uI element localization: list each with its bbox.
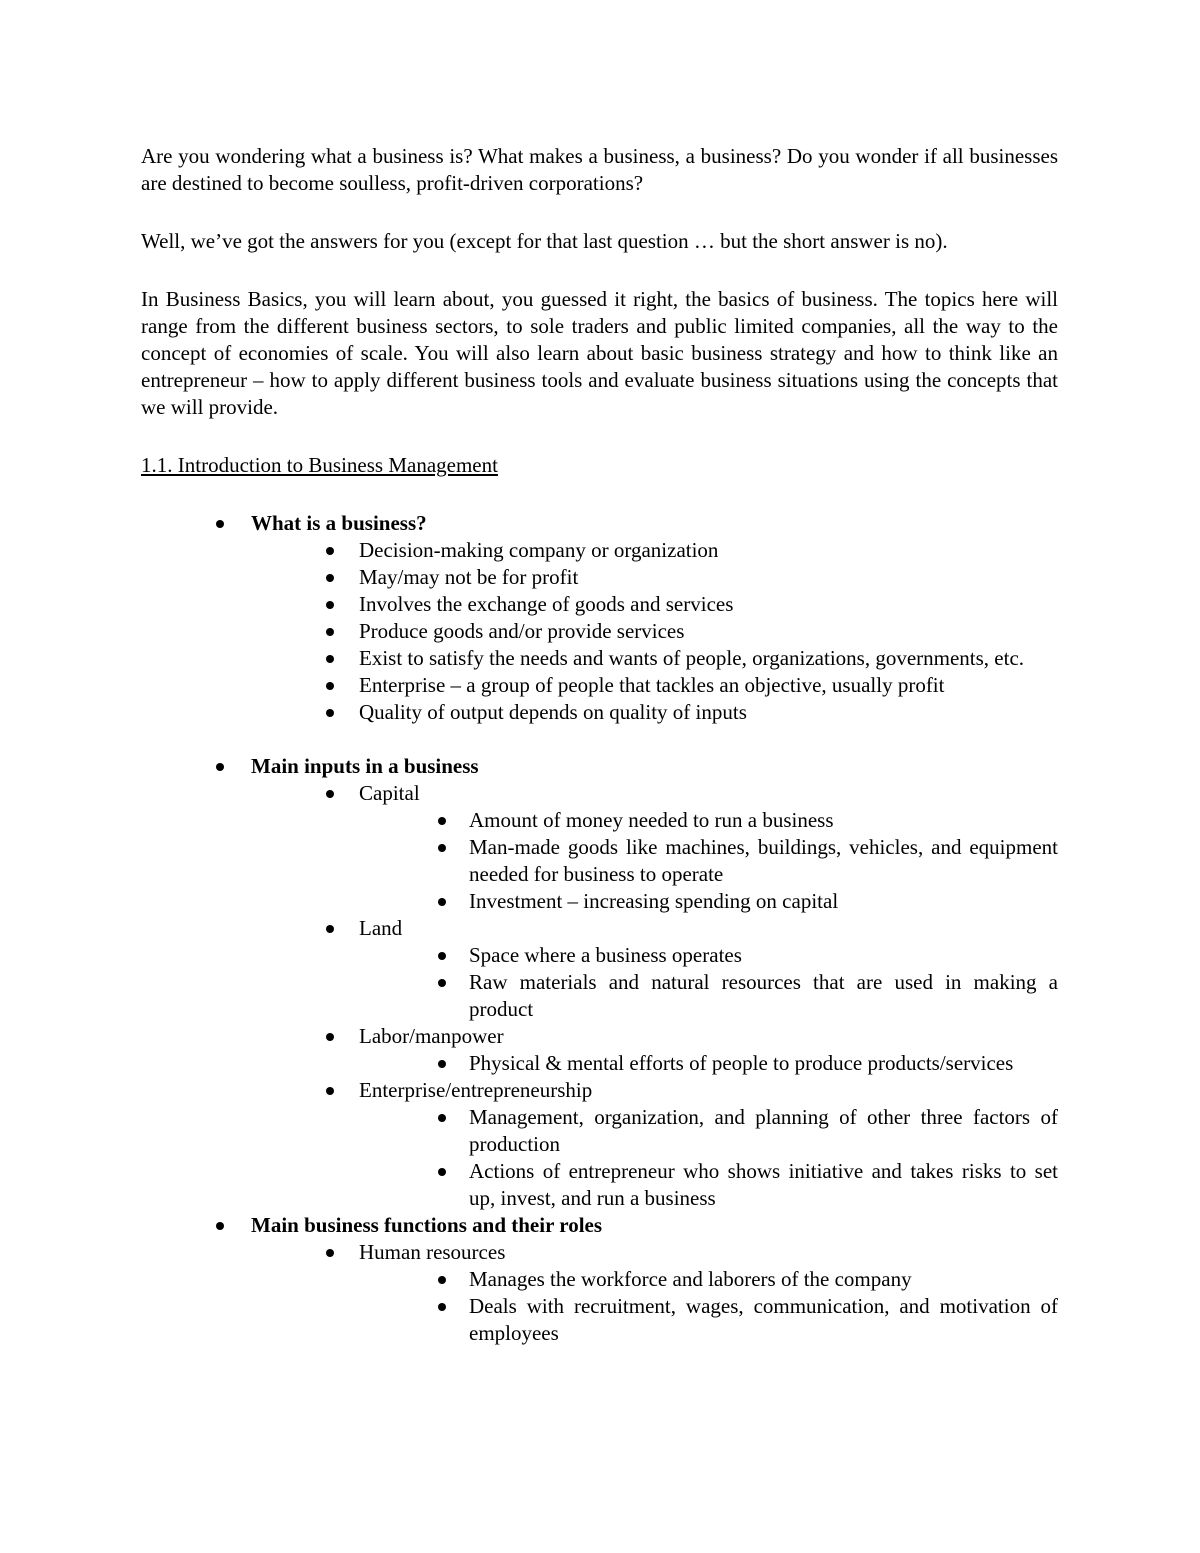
intro-paragraph-3: In Business Basics, you will learn about, you guessed it right, the basics of business. The topics here will range from the different business sectors, to sole traders and public limited companies, all the way to the concept of economies of scale. You will also learn about basic business strategy and how to think like an entrepreneur – how to apply different business tools and evaluate business situations using the concepts that we will provide. bbox=[141, 287, 1058, 419]
sub-label: Enterprise/entrepreneurship bbox=[359, 1078, 593, 1102]
sub-sub-list bbox=[359, 807, 1058, 915]
intro-paragraph-2: Well, we’ve got the answers for you (except for that last question … but the short answer is no). bbox=[141, 229, 948, 253]
list-item-business-functions bbox=[141, 1212, 1058, 1347]
list-item: Amount of money needed to run a business bbox=[141, 807, 1058, 834]
list-item-human-resources bbox=[141, 1239, 1058, 1347]
list-item: Man-made goods like machines, buildings, vehicles, and equipment needed for business to operate bbox=[141, 834, 1058, 888]
sub-label: Labor/manpower bbox=[359, 1024, 504, 1048]
list-item: Raw materials and natural resources that are used in making a product bbox=[141, 969, 1058, 1023]
list-item: Produce goods and/or provide services bbox=[141, 618, 1058, 645]
list-item: Involves the exchange of goods and services bbox=[141, 591, 1058, 618]
list-item: Deals with recruitment, wages, communication, and motivation of employees bbox=[141, 1293, 1058, 1347]
sub-sub-list bbox=[359, 1050, 1058, 1077]
list-item-main-inputs bbox=[141, 753, 1058, 1212]
bullet-label: What is a business? bbox=[251, 511, 427, 535]
sub-label: Land bbox=[359, 916, 403, 940]
list-item: Manages the workforce and laborers of the company bbox=[141, 1266, 1058, 1293]
list-item-land bbox=[141, 915, 1058, 1023]
list-item: Physical & mental efforts of people to produce products/services bbox=[141, 1050, 1058, 1077]
list-item-enterprise bbox=[141, 1077, 1058, 1212]
list-item: Management, organization, and planning of other three factors of production bbox=[141, 1104, 1058, 1158]
list-item-labor bbox=[141, 1023, 1058, 1077]
sub-list bbox=[251, 537, 1058, 726]
sub-label: Capital bbox=[359, 781, 420, 805]
sub-sub-list bbox=[359, 1266, 1058, 1347]
sub-sub-list bbox=[359, 1104, 1058, 1212]
sub-sub-list bbox=[359, 942, 1058, 1023]
list-item: Quality of output depends on quality of inputs bbox=[141, 699, 1058, 726]
sub-list bbox=[251, 1239, 1058, 1347]
list-item-what-is-business bbox=[141, 510, 1058, 726]
list-item: Investment – increasing spending on capital bbox=[141, 888, 1058, 915]
sub-list bbox=[251, 780, 1058, 1212]
sub-label: Human resources bbox=[359, 1240, 506, 1264]
list-item: Decision-making company or organization bbox=[141, 537, 1058, 564]
outline-list bbox=[141, 510, 1058, 1347]
list-item: Enterprise – a group of people that tackles an objective, usually profit bbox=[141, 672, 1058, 699]
document-page bbox=[141, 143, 1058, 1347]
section-heading: 1.1. Introduction to Business Management bbox=[141, 453, 498, 477]
list-item: Exist to satisfy the needs and wants of people, organizations, governments, etc. bbox=[141, 645, 1058, 672]
bullet-label: Main inputs in a business bbox=[251, 754, 479, 778]
list-item: Actions of entrepreneur who shows initiative and takes risks to set up, invest, and run a business bbox=[141, 1158, 1058, 1212]
list-item: May/may not be for profit bbox=[141, 564, 1058, 591]
intro-paragraph-1: Are you wondering what a business is? What makes a business, a business? Do you wonder if all businesses are destined to become soulless, profit-driven corporations? bbox=[141, 144, 1058, 195]
bullet-label: Main business functions and their roles bbox=[251, 1213, 603, 1237]
list-item: Space where a business operates bbox=[141, 942, 1058, 969]
list-item-capital bbox=[141, 780, 1058, 915]
